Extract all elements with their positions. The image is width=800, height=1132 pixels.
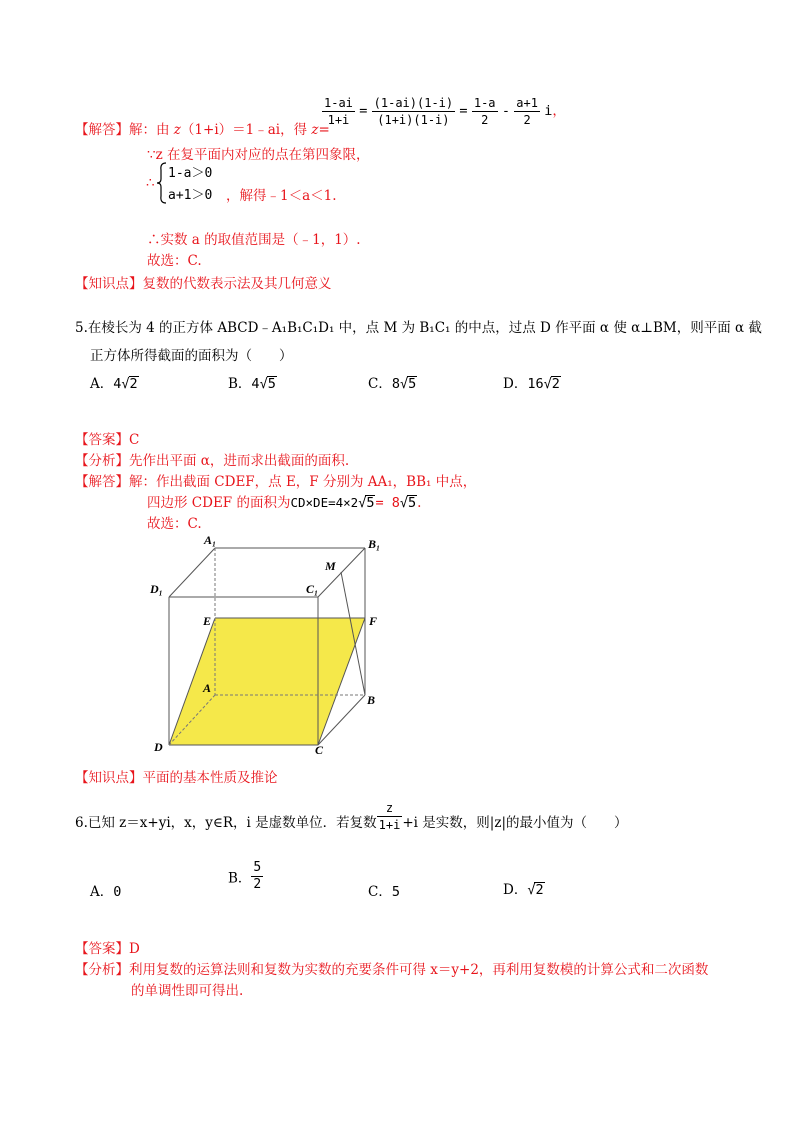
q5-option-b: B．4√5 — [228, 376, 276, 392]
q4-knowledge: 【知识点】复数的代数表示法及其几何意义 — [75, 276, 332, 292]
q6-option-b: B． $\frac{5}{2}$ — [228, 860, 262, 892]
q5-answer: 【答案】C — [75, 432, 140, 448]
label-a: A — [203, 681, 212, 695]
cube-figure — [148, 530, 388, 755]
brace-icon — [156, 162, 168, 204]
q4-fraction-chain: $\frac{1-ai}{1+i}$ = $\frac{(1-ai)(1-i)}{(1+i)(1-i)}$ = $\frac{1-a}{2}$ - $\frac{a+1}{2}$ i， — [324, 96, 566, 127]
q5-choose: 故选：C. — [147, 516, 202, 532]
q5-option-d: D．16√2 — [503, 376, 560, 392]
q5-stem-line2: 正方体所得截面的面积为（ ） — [90, 348, 293, 364]
frac1: $\frac{1-ai}{1+i}$ — [324, 96, 353, 127]
q5-solution-line2: 四边形 CDEF 的面积为CD×DE=4×2√5= 8√5. — [147, 495, 422, 511]
q6-stem: 6.已知 z＝x+yi，x，y∈R，i 是虚数单位．若复数 $\frac{z}{1+i}$ +i 是实数，则|z|的最小值为（ ） — [75, 801, 628, 832]
label-c: C — [315, 743, 324, 755]
q4-choose: 故选：C. — [147, 253, 202, 269]
frac4: $\frac{a+1}{2}$ — [516, 96, 538, 127]
frac3: $\frac{1-a}{2}$ — [473, 96, 496, 127]
label-c1: C₁ — [306, 582, 319, 596]
q6-option-c: C．5 — [368, 884, 400, 900]
q4-solution-line1: 【解答】解：由 z（1+i）＝1﹣ai，得 z= — [75, 122, 330, 138]
label-a1: A₁ — [204, 533, 217, 547]
q4-solution-line2: ∵z 在复平面内对应的点在第四象限， — [147, 147, 370, 163]
label-b: B — [367, 693, 376, 707]
q5-option-a: A．4√2 — [90, 376, 138, 392]
q6-analysis-line1: 【分析】利用复数的运算法则和复数为实数的充要条件可得 x＝y+2，再利用复数模的计算公式和二次函数 — [75, 962, 709, 978]
q5-knowledge: 【知识点】平面的基本性质及推论 — [75, 770, 278, 786]
label-e: E — [203, 614, 212, 628]
label-b1: B₁ — [368, 537, 381, 551]
label-f: F — [369, 614, 378, 628]
frac2: $\frac{(1-ai)(1-i)}{(1+i)(1-i)}$ — [373, 96, 454, 127]
q4-range: ∴实数 a 的取值范围是（﹣1，1）. — [147, 232, 361, 248]
q6-analysis-line2: 的单调性即可得出. — [131, 983, 244, 999]
label-m: M — [325, 559, 336, 573]
q5-solution-line1: 【解答】解：作出截面 CDEF，点 E，F 分别为 AA₁，BB₁ 中点， — [75, 474, 477, 490]
q6-answer: 【答案】D — [75, 941, 140, 957]
label-d1: D₁ — [150, 582, 163, 596]
q5-stem-line1: 5.在棱长为 4 的正方体 ABCD﹣A₁B₁C₁D₁ 中，点 M 为 B₁C₁ 的中点，过点 D 作平面 α 使 α⊥BM，则平面 α 截 — [75, 320, 762, 336]
q6-option-d: D．√2 — [503, 882, 544, 898]
q6-option-a: A．0 — [90, 884, 122, 900]
q5-option-c: C．8√5 — [368, 376, 417, 392]
q5-analysis: 【分析】先作出平面 α，进而求出截面的面积. — [75, 453, 350, 469]
label-d: D — [154, 740, 163, 754]
